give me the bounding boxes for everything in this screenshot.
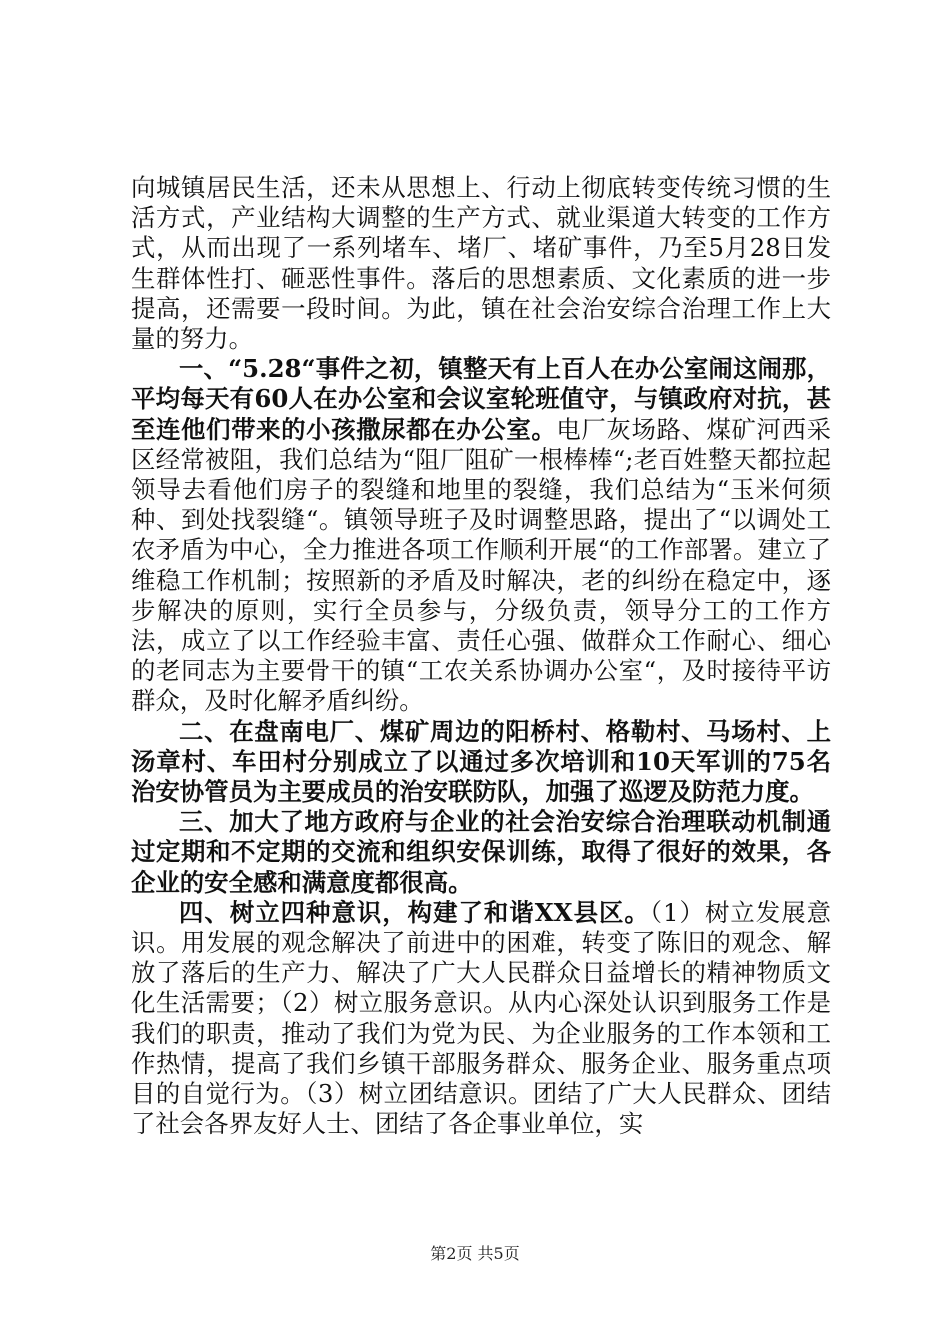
paragraph-lead: 三、加大了地方政府与企业的社会治安综合治理联动机制通过定期和不定期的交流和组织安保训练，取得了很好的效果，各企业的安全感和满意度都很高。 bbox=[131, 807, 831, 897]
paragraph-section-1 bbox=[131, 354, 831, 716]
paragraph-lead: 二、在盘南电厂、煤矿周边的阳桥村、格勒村、马场村、上汤章村、车田村分别成立了以通过多次培训和10天军训的75名治安协管员为主要成员的治安联防队，加强了巡逻及防范力度。 bbox=[131, 716, 831, 807]
page-number-footer: 第2页 共5页 bbox=[430, 1244, 520, 1263]
paragraph-text: 电厂灰场路、煤矿河西采区经常被阻，我们总结为“阻厂阻矿一根棒棒“;老百姓整天都拉起领导去看他们房子的裂缝和地里的裂缝，我们总结为“玉米何须种、到处找裂缝“。镇领导班子及时调整思路，提出了“以调处工农矛盾为中心，全力推进各项工作顺利开展“的工作部署。建立了维稳工作机制；按照新的矛盾及时解决，老的纠纷在稳定中，逐步解决的原则，实行全员参与，分级负责，领导分工的工作方法，成立了以工作经验丰富、责任心强、做群众工作耐心、细心的老同志为主要骨干的镇“工农关系协调办公室“，及时接待平访群众，及时化解矛盾纠纷。 bbox=[131, 414, 831, 716]
paragraph-intro bbox=[131, 173, 831, 354]
paragraph-lead: 四、树立四种意识，构建了和谐XX县区。 bbox=[179, 897, 650, 927]
paragraph-section-4 bbox=[131, 898, 831, 1140]
paragraph-section-2 bbox=[131, 717, 831, 808]
paragraph-text: 向城镇居民生活，还未从思想上、行动上彻底转变传统习惯的生活方式，产业结构大调整的生产方式、就业渠道大转变的工作方式，从而出现了一系列堵车、堵厂、堵矿事件，乃至5月28日发生群体性打、砸恶性事件。落后的思想素质、文化素质的进一步提高，还需要一段时间。为此，镇在社会治安综合治理工作上大量的努力。 bbox=[131, 173, 831, 354]
paragraph-text: （1）树立发展意识。用发展的观念解决了前进中的困难，转变了陈旧的观念、解放了落后的生产力、解决了广大人民群众日益增长的精神物质文化生活需要；（2）树立服务意识。从内心深处认识到服务工作是我们的职责，推动了我们为党为民、为企业服务的工作本领和工作热情，提高了我们乡镇干部服务群众、服务企业、服务重点项目的自觉行为。（3）树立团结意识。团结了广大人民群众、团结了社会各界友好人士、团结了各企事业单位，实 bbox=[131, 897, 831, 1139]
paragraph-lead: 一、“5.28“事件之初，镇整天有上百人在办公室闹这闹那，平均每天有60人在办公室和会议室轮班值守，与镇政府对抗，甚至连他们带来的小孩撒尿都在办公室。 bbox=[131, 354, 831, 444]
paragraph-section-3 bbox=[131, 807, 831, 898]
document-body bbox=[131, 173, 831, 1140]
